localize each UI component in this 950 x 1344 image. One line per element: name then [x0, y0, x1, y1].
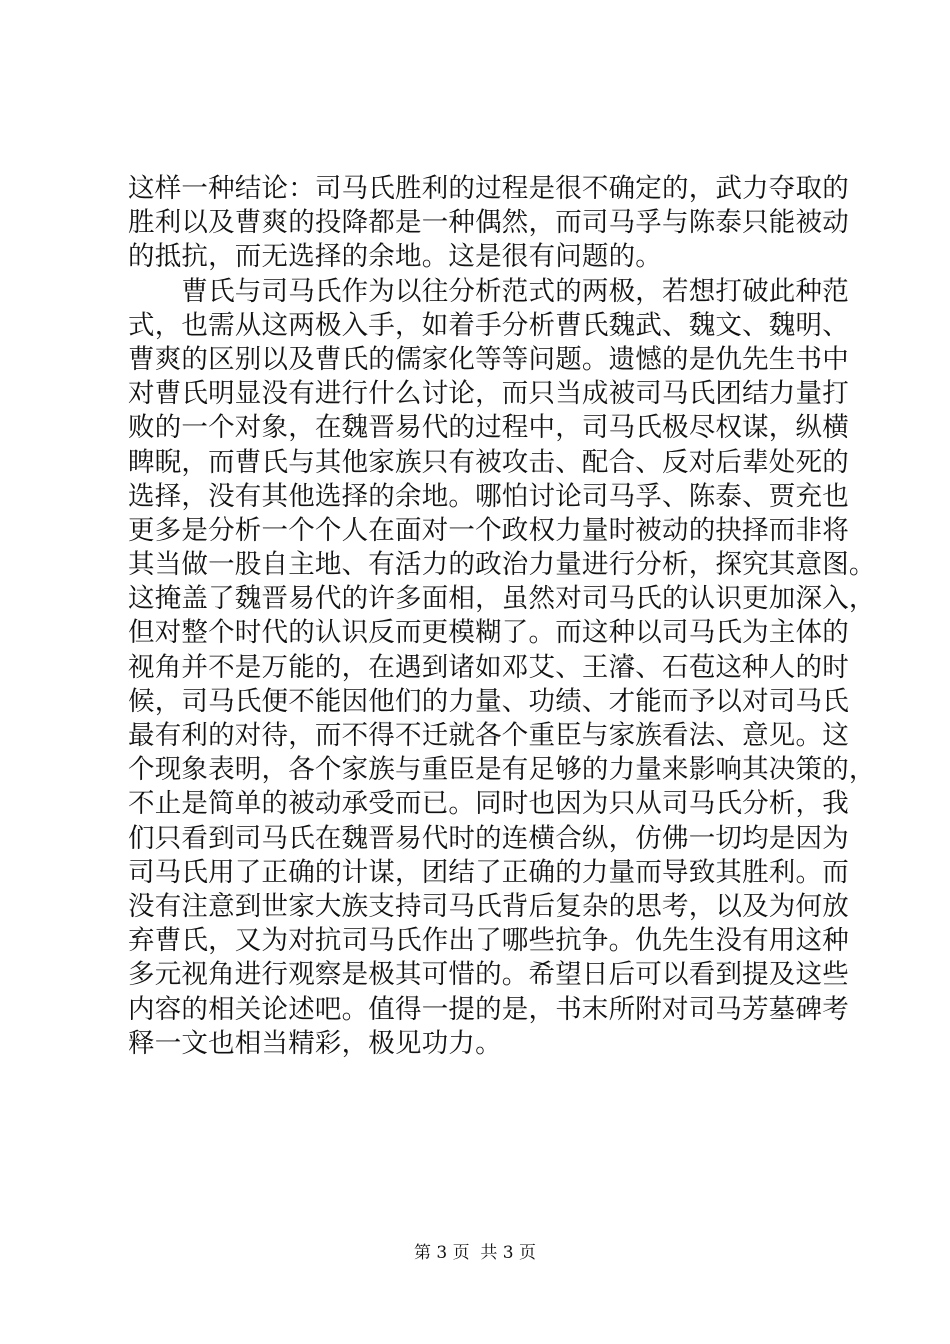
text-line: 们只看到司马氏在魏晋易代时的连横合纵，仿佛一切均是因为	[128, 822, 849, 854]
text-line: 司马氏用了正确的计谋，团结了正确的力量而导致其胜利。而	[128, 856, 849, 888]
body-text	[128, 172, 876, 1061]
page-number-label: 第 3 页 共 3 页	[413, 1243, 537, 1263]
text-line: 多元视角进行观察是极其可惜的。希望日后可以看到提及这些	[128, 959, 849, 991]
text-line: 这样一种结论：司马氏胜利的过程是很不确定的，武力夺取的	[128, 173, 849, 204]
text-line: 的抵抗，而无选择的余地。这是很有问题的。	[128, 241, 662, 273]
text-line: 式，也需从这两极入手，如着手分析曹氏魏武、魏文、魏明、	[128, 309, 849, 341]
text-line: 选择，没有其他选择的余地。哪怕讨论司马孚、陈泰、贾充也	[128, 480, 849, 512]
text-line: 更多是分析一个个人在面对一个政权力量时被动的抉择而非将	[128, 514, 849, 546]
text-line: 最有利的对待，而不得不迁就各个重臣与家族看法、意见。这	[128, 720, 849, 751]
text-line: 候，司马氏便不能因他们的力量、功绩、才能而予以对司马氏	[128, 685, 849, 717]
text-line: 胜利以及曹爽的投降都是一种偶然，而司马孚与陈泰只能被动	[128, 207, 849, 239]
text-line: 没有注意到世家大族支持司马氏背后复杂的思考，以及为何放	[128, 890, 849, 922]
text-line: 内容的相关论述吧。值得一提的是，书末所附对司马芳墓碑考	[128, 993, 849, 1025]
text-line: 这掩盖了魏晋易代的许多面相，虽然对司马氏的认识更加深入，	[128, 583, 876, 615]
paragraph-start-line: 曹氏与司马氏作为以往分析范式的两极，若想打破此种范	[128, 275, 849, 307]
text-line: 不止是简单的被动承受而已。同时也因为只从司马氏分析，我	[128, 788, 849, 820]
text-line: 但对整个时代的认识反而更模糊了。而这种以司马氏为主体的	[128, 617, 849, 649]
text-line: 其当做一股自主地、有活力的政治力量进行分析，探究其意图。	[128, 549, 876, 581]
text-line: 释一文也相当精彩，极见功力。	[128, 1027, 502, 1059]
text-line: 视角并不是万能的，在遇到诸如邓艾、王濬、石苞这种人的时	[128, 651, 849, 683]
text-line: 弃曹氏，又为对抗司马氏作出了哪些抗争。仇先生没有用这种	[128, 925, 849, 957]
page-footer	[0, 1242, 950, 1264]
text-line: 个现象表明，各个家族与重臣是有足够的力量来影响其决策的，	[128, 754, 876, 786]
text-line: 曹爽的区别以及曹氏的儒家化等等问题。遗憾的是仇先生书中	[128, 343, 849, 375]
text-line: 睥睨，而曹氏与其他家族只有被攻击、配合、反对后辈处死的	[128, 446, 849, 478]
text-line: 败的一个对象，在魏晋易代的过程中，司马氏极尽权谋，纵横	[128, 412, 849, 444]
text-line: 对曹氏明显没有进行什么讨论，而只当成被司马氏团结力量打	[128, 378, 849, 410]
